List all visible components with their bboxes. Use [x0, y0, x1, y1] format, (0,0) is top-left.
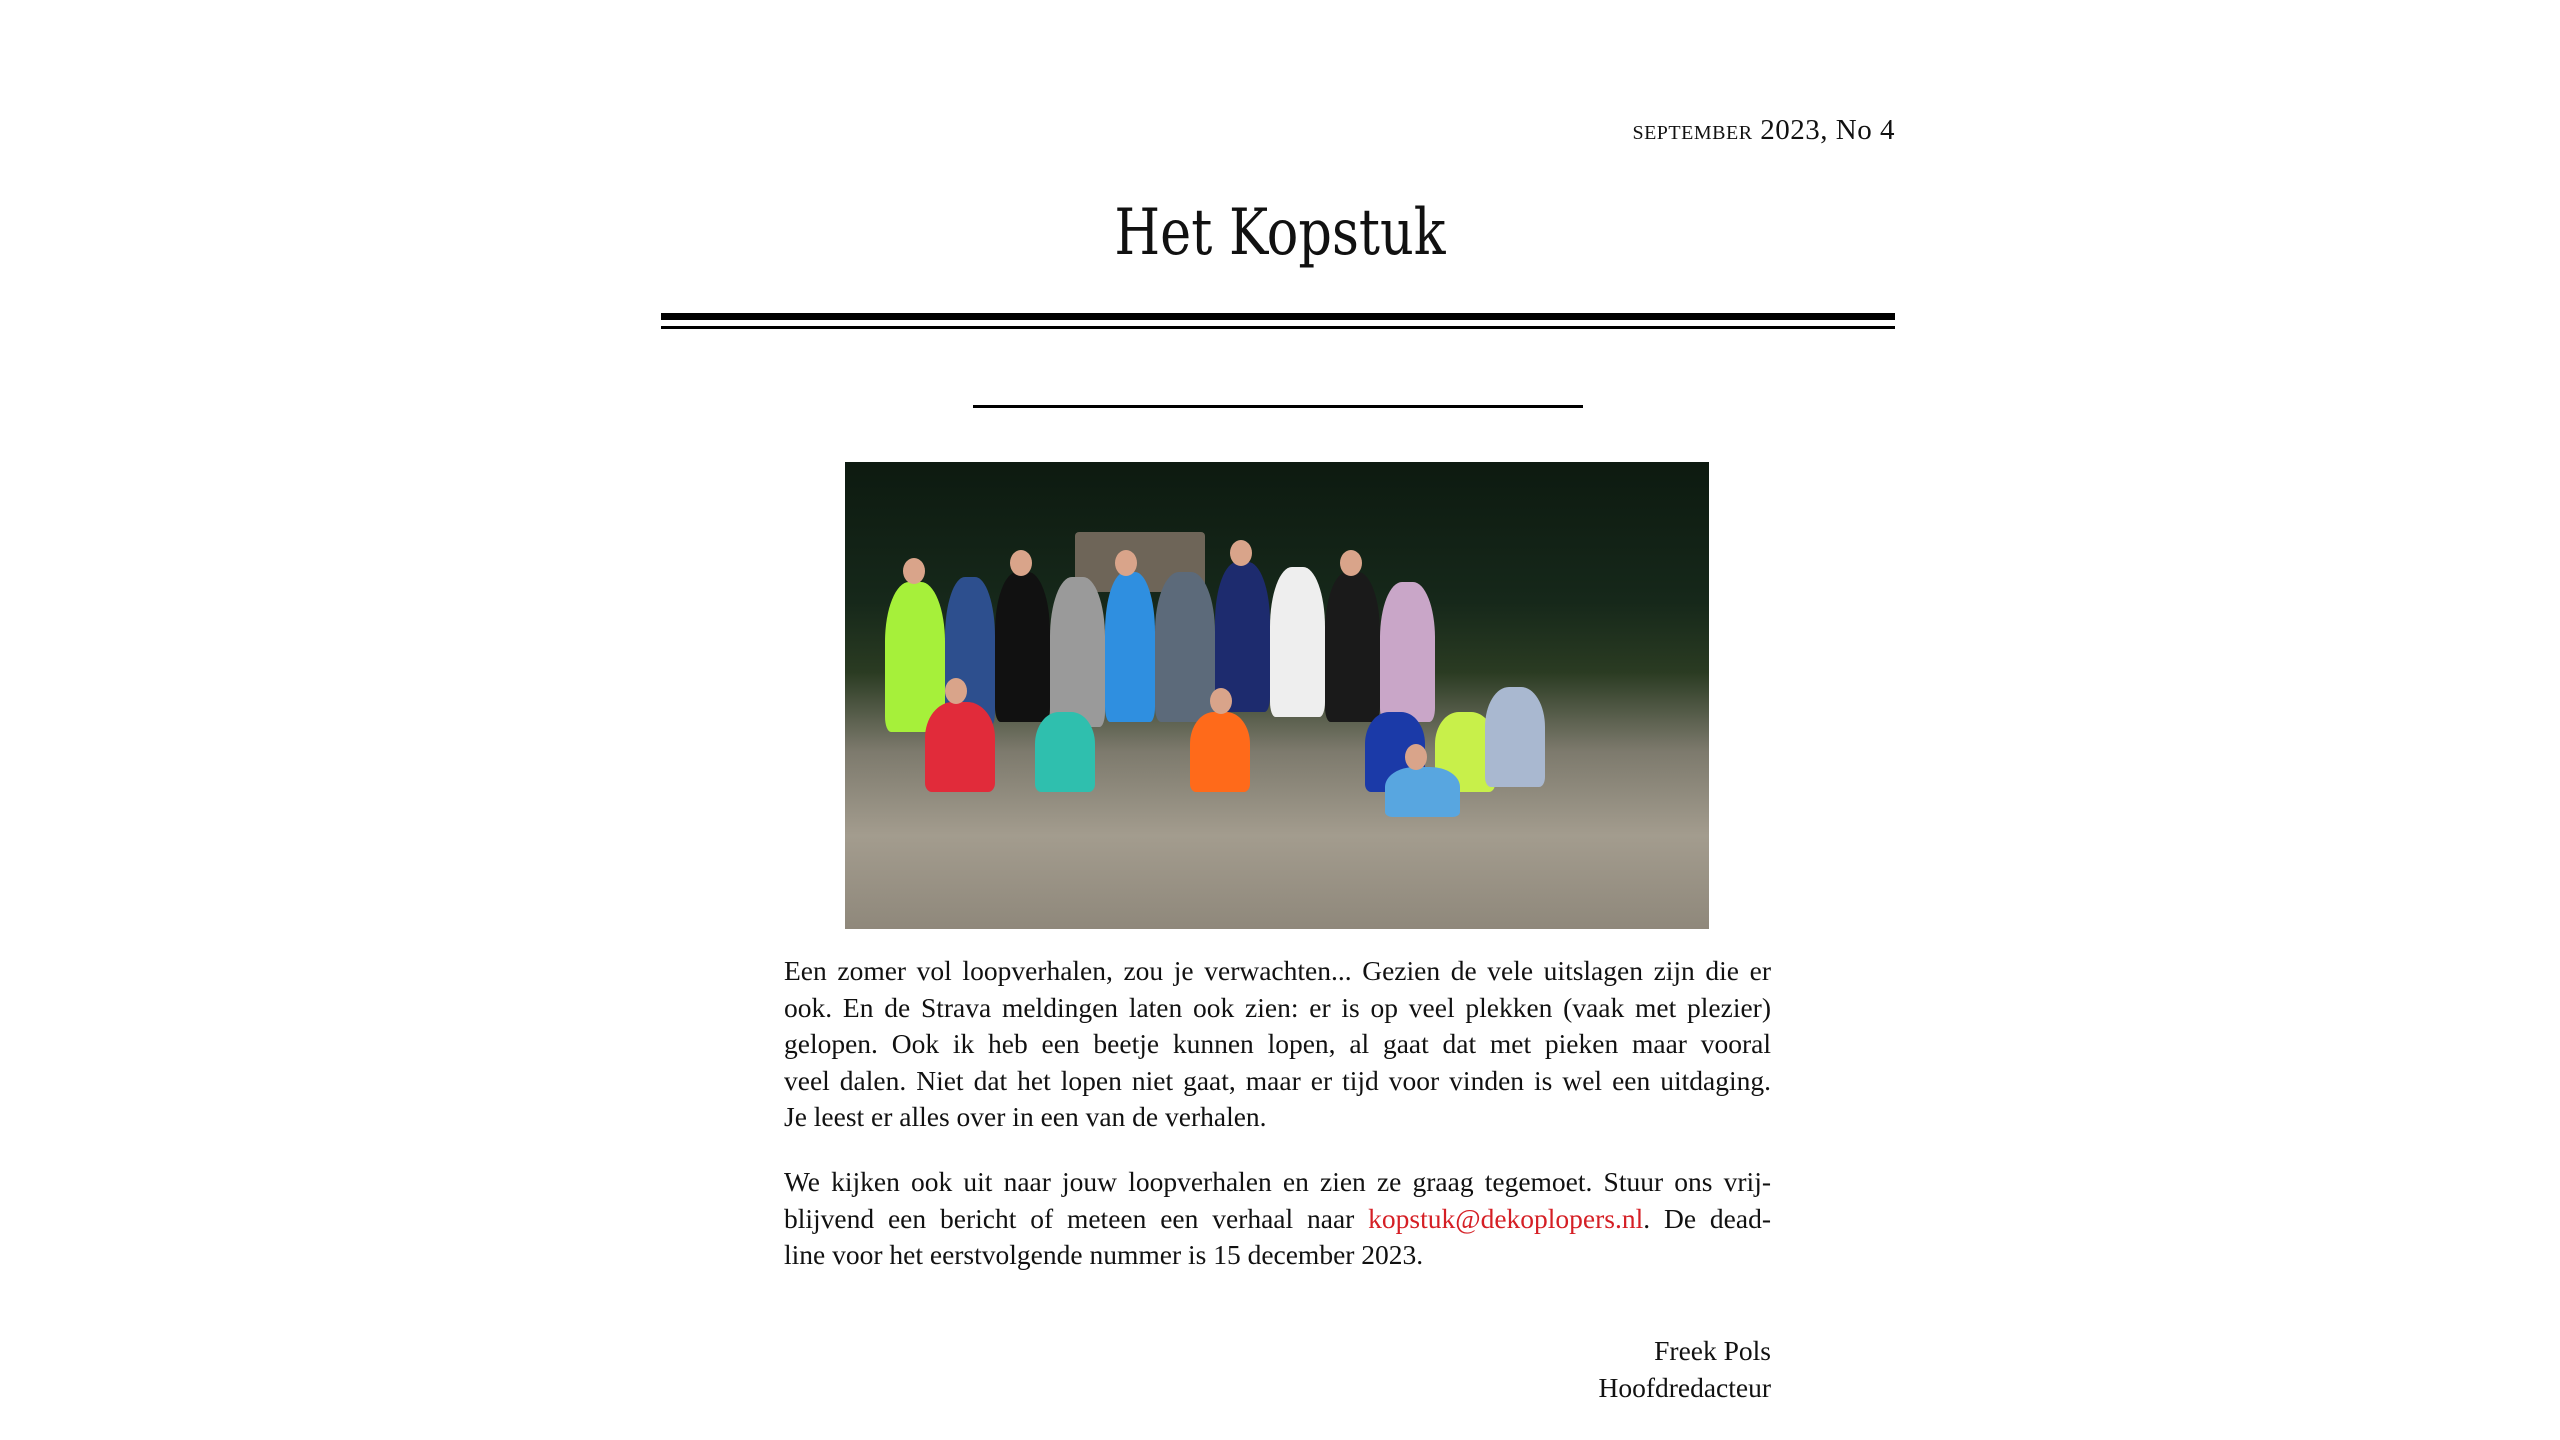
signature — [1598, 1332, 1771, 1406]
photo-person — [1385, 767, 1460, 817]
paragraph-2 — [784, 1164, 1771, 1274]
editorial-text — [784, 953, 1771, 1274]
header-rule-thin — [661, 326, 1895, 329]
photo-head — [1210, 688, 1232, 714]
photo-head — [1010, 550, 1032, 576]
text-line: gelopen. Ook ik heb een beetje kunnen lopen, al gaat dat met pieken maar vooral — [784, 1028, 1771, 1060]
photo-person — [1325, 572, 1380, 722]
photo-person — [1380, 582, 1435, 722]
issue-month: september — [1632, 114, 1753, 146]
signature-name: Freek Pols — [1654, 1335, 1771, 1366]
text-line: We kijken ook uit naar jouw loopverhalen en zien ze graag tegemoet. Stuur ons vrij- — [784, 1165, 1771, 1197]
photo-person — [1155, 572, 1215, 722]
issue-date — [1632, 114, 1895, 147]
photo-person — [1190, 712, 1250, 792]
photo-head — [1340, 550, 1362, 576]
text-line: ook. En de Strava meldingen laten ook zien: er is op veel plekken (vaak met plezier) — [784, 991, 1771, 1023]
text-line: veel dalen. Niet dat het lopen niet gaat, maar er tijd voor vinden is wel een uitdaging. — [784, 1064, 1771, 1096]
photo-person — [925, 702, 995, 792]
page-title: Het Kopstuk — [1114, 196, 1446, 270]
paragraph-1 — [784, 953, 1771, 1136]
text-line: line voor het eerstvolgende nummer is 15 december 2023. — [784, 1239, 1424, 1271]
text-line: Een zomer vol loopverhalen, zou je verwachten... Gezien de vele uitslagen zijn die er — [784, 955, 1771, 986]
photo-person — [1035, 712, 1095, 792]
signature-role: Hoofdredacteur — [1598, 1372, 1771, 1403]
photo-head — [1230, 540, 1252, 566]
photo-person — [1270, 567, 1325, 717]
section-divider — [973, 405, 1583, 408]
photo-person — [1050, 577, 1105, 727]
issue-number: 2023, No 4 — [1760, 114, 1895, 146]
header-rule-thick — [661, 313, 1895, 320]
text-line: Je leest er alles over in een van de verhalen. — [784, 1101, 1267, 1133]
photo-head — [903, 558, 925, 584]
text-fragment: blijvend een bericht of meteen een verhaal naar — [784, 1202, 1369, 1234]
photo-person — [1105, 572, 1155, 722]
photo-head — [1405, 744, 1427, 770]
photo-person — [995, 572, 1050, 722]
group-photo — [845, 462, 1709, 929]
photo-head — [1115, 550, 1137, 576]
email-link[interactable]: kopstuk@dekoplopers.nl — [1368, 1202, 1644, 1234]
photo-head — [945, 678, 967, 704]
text-fragment: . De dead- — [1643, 1202, 1771, 1234]
text-line — [784, 1201, 1771, 1238]
photo-person — [1485, 687, 1545, 787]
